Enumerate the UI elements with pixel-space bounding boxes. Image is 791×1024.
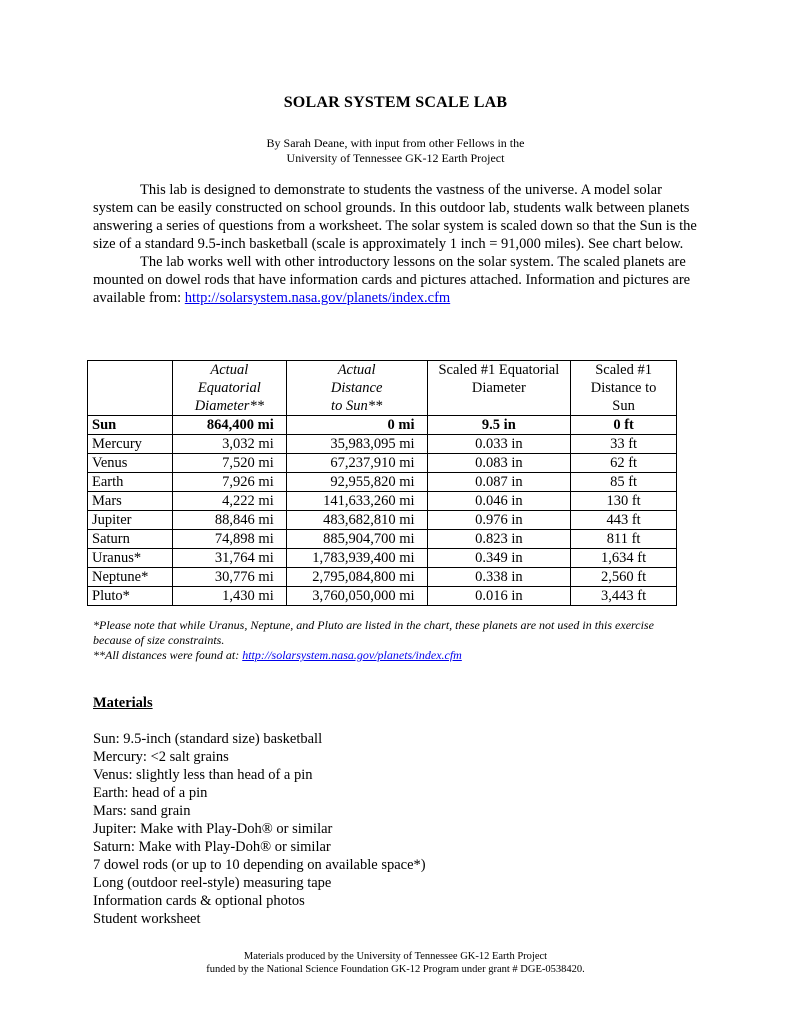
- material-item: Long (outdoor reel-style) measuring tape: [93, 875, 332, 891]
- actual-distance-cell: 0 mi: [286, 416, 427, 435]
- scaled-diameter-cell: 0.823 in: [427, 530, 571, 549]
- byline-line-1: By Sarah Deane, with input from other Fellows in the: [266, 136, 525, 150]
- scaled-distance-cell: 2,560 ft: [571, 568, 677, 587]
- scaled-diameter-cell: 0.087 in: [427, 473, 571, 492]
- table-row: [88, 435, 677, 454]
- intro-paragraph-1: This lab is designed to demonstrate to students the vastness of the universe. A model solar system can be easily constructed on school grounds. In this outdoor lab, students walk between planets answering a series of questions from a worksheet. The solar system is scaled down so that the Sun is the size of a standard 9.5-inch basketball (scale is approximately 1 inch = 91,000 miles). See chart below.: [93, 182, 697, 252]
- header-planet: [88, 361, 173, 416]
- header-scaled-distance: Scaled #1 Distance to Sun: [571, 361, 677, 416]
- actual-diameter-cell: 864,400 mi: [172, 416, 286, 435]
- actual-distance-cell: 1,783,939,400 mi: [286, 549, 427, 568]
- scaled-diameter-cell: 0.083 in: [427, 454, 571, 473]
- table-row: [88, 530, 677, 549]
- page-footer: [0, 950, 791, 976]
- actual-diameter-cell: 7,926 mi: [172, 473, 286, 492]
- actual-diameter-cell: 1,430 mi: [172, 587, 286, 606]
- material-item: Student worksheet: [93, 911, 201, 927]
- scaled-diameter-cell: 0.033 in: [427, 435, 571, 454]
- actual-diameter-cell: 7,520 mi: [172, 454, 286, 473]
- actual-distance-cell: 141,633,260 mi: [286, 492, 427, 511]
- scaled-diameter-cell: 0.338 in: [427, 568, 571, 587]
- header-actual-diameter: Actual Equatorial Diameter**: [172, 361, 286, 416]
- material-item: Mars: sand grain: [93, 803, 191, 819]
- table-row: [88, 568, 677, 587]
- scaled-distance-cell: 3,443 ft: [571, 587, 677, 606]
- material-item: Venus: slightly less than head of a pin: [93, 767, 313, 783]
- scaled-distance-cell: 1,634 ft: [571, 549, 677, 568]
- actual-diameter-cell: 3,032 mi: [172, 435, 286, 454]
- intro-paragraph-2-text: The lab works well with other introductory lessons on the solar system. The scaled planets are mounted on dowel rods that have information cards and pictures attached. Information and pictures are available from:: [93, 254, 691, 306]
- planet-scale-table: [87, 360, 677, 606]
- byline-line-2: University of Tennessee GK-12 Earth Project: [286, 151, 505, 165]
- actual-distance-cell: 67,237,910 mi: [286, 454, 427, 473]
- material-item: 7 dowel rods (or up to 10 depending on available space*): [93, 857, 426, 873]
- actual-distance-cell: 92,955,820 mi: [286, 473, 427, 492]
- actual-diameter-cell: 88,846 mi: [172, 511, 286, 530]
- note-outer-planets: *Please note that while Uranus, Neptune, and Pluto are listed in the chart, these planets are not used in this exercise because of size constraints.: [93, 618, 654, 647]
- table-notes: [93, 618, 693, 663]
- planet-name-cell: Uranus*: [88, 549, 173, 568]
- footer-line-2: funded by the National Science Foundation GK-12 Program under grant # DGE-0538420.: [206, 964, 585, 975]
- actual-distance-cell: 35,983,095 mi: [286, 435, 427, 454]
- scaled-diameter-cell: 0.016 in: [427, 587, 571, 606]
- scaled-diameter-cell: 9.5 in: [427, 416, 571, 435]
- table-row: [88, 416, 677, 435]
- materials-list: [93, 730, 693, 928]
- table-row: [88, 473, 677, 492]
- actual-diameter-cell: 74,898 mi: [172, 530, 286, 549]
- actual-diameter-cell: 31,764 mi: [172, 549, 286, 568]
- planet-name-cell: Mercury: [88, 435, 173, 454]
- planet-name-cell: Venus: [88, 454, 173, 473]
- note-distances: **All distances were found at: http://solarsystem.nasa.gov/planets/index.cfm: [93, 648, 462, 662]
- planet-name-cell: Neptune*: [88, 568, 173, 587]
- planet-name-cell: Jupiter: [88, 511, 173, 530]
- table-row: [88, 587, 677, 606]
- material-item: Saturn: Make with Play-Doh® or similar: [93, 839, 331, 855]
- scaled-distance-cell: 130 ft: [571, 492, 677, 511]
- material-item: Mercury: <2 salt grains: [93, 749, 229, 765]
- planet-name-cell: Pluto*: [88, 587, 173, 606]
- scaled-distance-cell: 85 ft: [571, 473, 677, 492]
- actual-diameter-cell: 4,222 mi: [172, 492, 286, 511]
- table-row: [88, 511, 677, 530]
- header-actual-distance: Actual Distance to Sun**: [286, 361, 427, 416]
- materials-heading: Materials: [93, 695, 153, 711]
- planet-name-cell: Mars: [88, 492, 173, 511]
- material-item: Information cards & optional photos: [93, 893, 305, 909]
- actual-distance-cell: 483,682,810 mi: [286, 511, 427, 530]
- byline: [0, 136, 791, 166]
- table-header-row: [88, 361, 677, 416]
- planet-name-cell: Earth: [88, 473, 173, 492]
- actual-distance-cell: 885,904,700 mi: [286, 530, 427, 549]
- scaled-diameter-cell: 0.349 in: [427, 549, 571, 568]
- page-title: SOLAR SYSTEM SCALE LAB: [283, 94, 508, 111]
- actual-diameter-cell: 30,776 mi: [172, 568, 286, 587]
- scaled-distance-cell: 33 ft: [571, 435, 677, 454]
- scaled-distance-cell: 62 ft: [571, 454, 677, 473]
- table-row: [88, 492, 677, 511]
- footer-line-1: Materials produced by the University of Tennessee GK-12 Earth Project: [243, 951, 548, 962]
- scaled-distance-cell: 0 ft: [571, 416, 677, 435]
- nasa-planets-link[interactable]: http://solarsystem.nasa.gov/planets/index.cfm: [184, 290, 451, 306]
- intro-paragraph-2: [93, 253, 703, 307]
- planet-name-cell: Saturn: [88, 530, 173, 549]
- scaled-distance-cell: 443 ft: [571, 511, 677, 530]
- actual-distance-cell: 2,795,084,800 mi: [286, 568, 427, 587]
- planet-name-cell: Sun: [88, 416, 173, 435]
- material-item: Sun: 9.5-inch (standard size) basketball: [93, 731, 323, 747]
- scaled-diameter-cell: 0.976 in: [427, 511, 571, 530]
- header-scaled-diameter: Scaled #1 Equatorial Diameter: [427, 361, 571, 416]
- material-item: Earth: head of a pin: [93, 785, 208, 801]
- material-item: Jupiter: Make with Play-Doh® or similar: [93, 821, 333, 837]
- intro-section: [93, 181, 703, 307]
- actual-distance-cell: 3,760,050,000 mi: [286, 587, 427, 606]
- scaled-diameter-cell: 0.046 in: [427, 492, 571, 511]
- scaled-distance-cell: 811 ft: [571, 530, 677, 549]
- table-row: [88, 454, 677, 473]
- table-row: [88, 549, 677, 568]
- notes-nasa-link[interactable]: http://solarsystem.nasa.gov/planets/index.cfm: [242, 648, 462, 662]
